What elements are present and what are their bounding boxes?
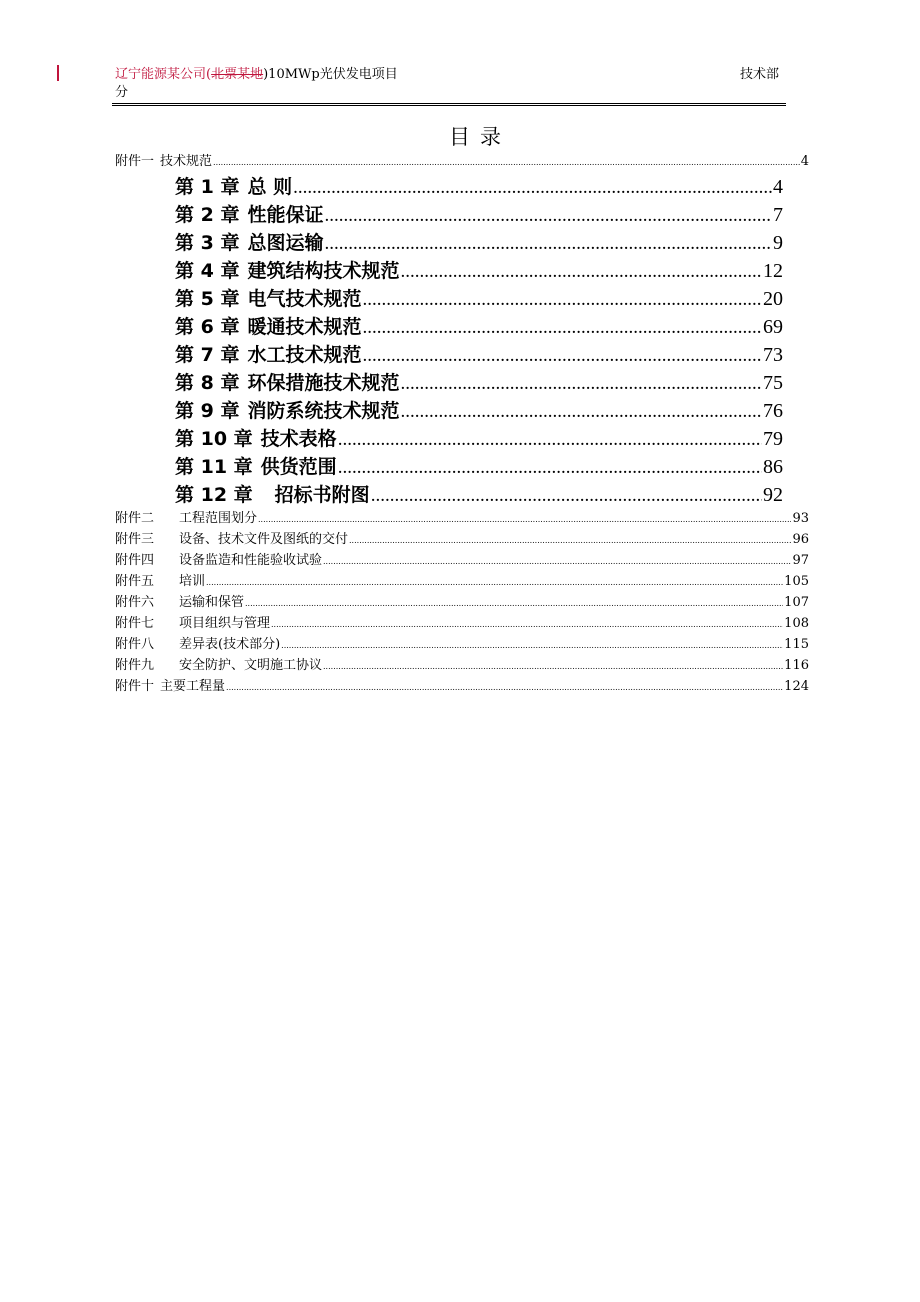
toc-leader-dots (213, 153, 800, 173)
toc-entry-title: 设备、技术文件及图纸的交付 (179, 532, 349, 547)
toc-entry-annex-9[interactable] (115, 656, 809, 677)
toc-entry-page: 96 (792, 532, 809, 547)
toc-entry-label: 第 10 章 (175, 428, 253, 450)
toc-entry-title: 总 则 (247, 176, 293, 198)
toc-leader-dots (338, 426, 762, 454)
toc-leader-dots (324, 230, 772, 258)
toc-leader-dots (400, 370, 762, 398)
toc-entry-page: 75 (763, 372, 783, 394)
toc-entry-label: 第 12 章 (175, 484, 253, 506)
page-header (115, 66, 785, 102)
toc-leader-dots (323, 657, 783, 677)
toc-entry-label: 附件九 (115, 658, 155, 673)
toc-entry-chapter-9[interactable] (175, 397, 783, 426)
toc-entry-title: 招标书附图 (274, 484, 370, 506)
toc-entry-chapter-5[interactable] (175, 285, 783, 314)
toc-entry-title: 供货范围 (260, 456, 337, 478)
toc-leader-dots (400, 258, 762, 286)
header-company: 辽宁能源某公司 (115, 67, 207, 82)
toc-leader-dots (293, 174, 772, 202)
toc-entry-page: 105 (784, 574, 809, 589)
revision-change-bar (57, 65, 59, 81)
toc-entry-label: 附件十 (115, 679, 155, 694)
toc-entry-chapter-2[interactable] (175, 201, 783, 230)
toc-leader-dots (271, 615, 783, 635)
toc-leader-dots (349, 531, 791, 551)
toc-entry-page: 73 (763, 344, 783, 366)
toc-entry-page: 4 (800, 154, 809, 169)
toc-entry-label: 附件四 (115, 553, 155, 568)
toc-entry-title: 技术表格 (260, 428, 337, 450)
toc-entry-title: 培训 (179, 574, 206, 589)
toc-entry-title: 水工技术规范 (247, 344, 362, 366)
header-location-deleted: 北票某地 (211, 67, 264, 82)
toc-entry-label: 第 8 章 (175, 372, 240, 394)
toc-entry-label: 第 6 章 (175, 316, 240, 338)
toc-entry-chapter-8[interactable] (175, 369, 783, 398)
toc-entry-chapter-3[interactable] (175, 229, 783, 258)
toc-entry-label: 第 9 章 (175, 400, 240, 422)
toc-entry-title: 主要工程量 (160, 679, 226, 694)
toc-entry-annex-7[interactable] (115, 614, 809, 635)
toc-entry-annex-2[interactable] (115, 509, 809, 530)
toc-leader-dots (400, 398, 762, 426)
header-project: )10MWp光伏发电项目 (263, 67, 398, 82)
toc-leader-dots (258, 510, 791, 530)
toc-entry-page: 97 (792, 553, 809, 568)
toc-entry-label: 第 2 章 (175, 204, 240, 226)
toc-entry-title: 安全防护、文明施工协议 (179, 658, 323, 673)
toc-entry-title: 运输和保管 (179, 595, 245, 610)
toc-entry-page: 76 (763, 400, 783, 422)
toc-entry-annex-6[interactable] (115, 593, 809, 614)
toc-leader-dots (362, 342, 762, 370)
toc-leader-dots (245, 594, 783, 614)
toc-entry-page: 86 (763, 456, 783, 478)
toc-entry-page: 4 (773, 176, 783, 198)
toc-entry-chapter-7[interactable] (175, 341, 783, 370)
toc-entry-label: 第 11 章 (175, 456, 253, 478)
toc-entry-label: 附件八 (115, 637, 155, 652)
toc-entry-label: 附件六 (115, 595, 155, 610)
toc-entry-title: 设备监造和性能验收试验 (179, 553, 323, 568)
toc-entry-chapter-6[interactable] (175, 313, 783, 342)
toc-entry-title: 性能保证 (247, 204, 324, 226)
toc-entry-annex-3[interactable] (115, 530, 809, 551)
toc-entry-title: 技术规范 (160, 154, 213, 169)
toc-entry-label: 第 1 章 (175, 176, 240, 198)
toc-entry-label: 附件一 (115, 154, 155, 169)
header-rule (112, 103, 786, 106)
toc-entry-page: 93 (792, 511, 809, 526)
toc-leader-dots (323, 552, 791, 572)
toc-entry-label: 附件二 (115, 511, 155, 526)
toc-entry-page: 20 (763, 288, 783, 310)
toc-entry-annex-8[interactable] (115, 635, 809, 656)
toc-entry-label: 第 7 章 (175, 344, 240, 366)
toc-leader-dots (281, 636, 783, 656)
toc-entry-page: 116 (784, 658, 809, 673)
toc-entry-annex-5[interactable] (115, 572, 809, 593)
toc-entry-label: 第 4 章 (175, 260, 240, 282)
toc-entry-page: 12 (763, 260, 783, 282)
toc-entry-title: 电气技术规范 (247, 288, 362, 310)
toc-entry-chapter-1[interactable] (175, 173, 783, 202)
header-title-continued: 分 (115, 85, 129, 100)
toc-leader-dots (362, 314, 762, 342)
toc-entry-label: 附件五 (115, 574, 155, 589)
toc-leader-dots (324, 202, 772, 230)
toc-entry-label: 第 5 章 (175, 288, 240, 310)
toc-entry-label: 附件七 (115, 616, 155, 631)
toc-leader-dots (206, 573, 783, 593)
toc-entry-page: 79 (763, 428, 783, 450)
toc-entry-page: 108 (784, 616, 809, 631)
header-section: 技术部 (739, 67, 779, 82)
toc-entry-title: 工程范围划分 (179, 511, 258, 526)
toc-entry-page: 69 (763, 316, 783, 338)
toc-entry-chapter-10[interactable] (175, 425, 783, 454)
toc-leader-dots (338, 454, 762, 482)
toc-entry-title: 项目组织与管理 (179, 616, 271, 631)
toc-entry-title: 建筑结构技术规范 (247, 260, 400, 282)
toc-leader-dots (371, 482, 762, 510)
toc-leader-dots (226, 678, 783, 698)
toc-entry-page: 7 (773, 204, 783, 226)
toc-entry-annex-4[interactable] (115, 551, 809, 572)
header-title (115, 66, 785, 84)
toc-entry-annex-1[interactable] (115, 152, 809, 173)
toc-title: 目录 (449, 125, 511, 149)
toc-entry-page: 92 (763, 484, 783, 506)
toc-entry-label: 第 3 章 (175, 232, 240, 254)
toc-entry-chapter-11[interactable] (175, 453, 783, 482)
toc-entry-chapter-4[interactable] (175, 257, 783, 286)
toc-entry-title: 总图运输 (247, 232, 324, 254)
toc-entry-title: 差异表(技术部分) (179, 637, 281, 652)
toc-entry-title: 消防系统技术规范 (247, 400, 400, 422)
toc-entry-page: 107 (784, 595, 809, 610)
toc-entry-page: 115 (784, 637, 809, 652)
toc-entry-title: 环保措施技术规范 (247, 372, 400, 394)
toc-leader-dots (362, 286, 762, 314)
toc-entry-chapter-12[interactable] (175, 481, 783, 510)
toc-entry-annex-10[interactable] (115, 677, 809, 698)
toc-entry-page: 9 (773, 232, 783, 254)
header-open-paren: ( (206, 67, 212, 82)
toc-entry-label: 附件三 (115, 532, 155, 547)
toc-entry-page: 124 (784, 679, 809, 694)
toc-entry-title: 暖通技术规范 (247, 316, 362, 338)
